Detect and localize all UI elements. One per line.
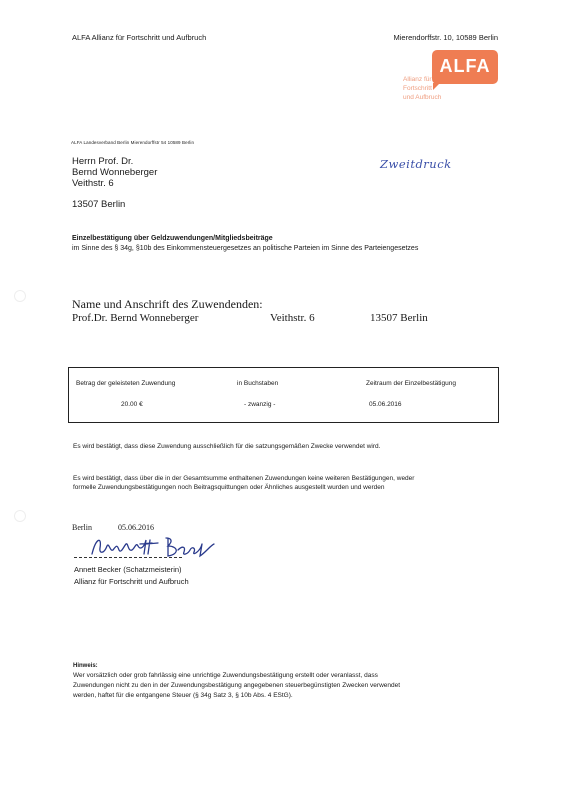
logo-tagline-line: Fortschritt <box>403 85 432 92</box>
alfa-logo-text: ALFA <box>439 56 491 76</box>
note-title: Hinweis: <box>73 663 98 669</box>
donor-heading: Name und Anschrift des Zuwendenden: <box>72 297 263 311</box>
note-line: Zuwendungen nicht zu den in der Zuwendungsbestätigung angegebenen steuerbegünstigten Zwecken verwendet <box>73 682 401 689</box>
alfa-logo <box>432 50 498 84</box>
table-header-period: Zeitraum der Einzelbestätigung <box>366 380 456 387</box>
confirmation-paragraph: Es wird bestätigt, dass diese Zuwendung ausschließlich für die satzungsgemäßen Zwecke verwendet wird. <box>73 443 381 450</box>
letterhead-address: Mierendorffstr. 10, 10589 Berlin <box>393 33 498 42</box>
sender-return-address: ALFA Landesverband Berlin Mierendorffstr 54 10589 Berlin <box>71 140 195 145</box>
logo-speech-tail <box>433 83 440 90</box>
recipient-street: Veithstr. 6 <box>72 178 114 189</box>
table-header-words: in Buchstaben <box>237 380 279 387</box>
signature-place: Berlin <box>72 523 92 532</box>
note-line: werden, haftet für die entgangene Steuer (§ 34g Satz 3, § 10b Abs. 4 EStG). <box>73 692 293 699</box>
donor-city: 13507 Berlin <box>370 312 428 324</box>
donor-street: Veithstr. 6 <box>270 312 315 324</box>
confirmation-paragraph-line: formelle Zuwendungsbestätigungen noch Beitragsquittungen oder Ähnliches ausgestellt wurden und werden <box>73 484 385 491</box>
note-line: Wer vorsätzlich oder grob fahrlässig eine unrichtige Zuwendungsbestätigung erstellt oder veranlasst, dass <box>73 672 378 679</box>
punch-hole-mark <box>14 510 26 522</box>
logo-tagline-line: und Aufbruch <box>403 94 442 101</box>
table-value-period: 05.06.2016 <box>369 401 402 408</box>
punch-hole-mark <box>14 290 26 302</box>
logo-tagline-line: Allianz für <box>403 76 432 83</box>
signer-organization: Allianz für Fortschritt und Aufbruch <box>74 577 189 586</box>
signature-date: 05.06.2016 <box>118 523 154 532</box>
donation-table <box>68 367 499 423</box>
table-header-amount: Betrag der geleisteten Zuwendung <box>76 380 176 387</box>
confirmation-paragraph-line: Es wird bestätigt, dass über die in der Gesamtsumme enthaltenen Zuwendungen keine weiteren Bestätigungen, weder <box>73 475 415 482</box>
table-value-words: - zwanzig - <box>244 401 276 408</box>
signer-name: Annett Becker (Schatzmeisterin) <box>74 565 182 574</box>
subject-title: Einzelbestätigung über Geldzuwendungen/Mitgliedsbeiträge <box>72 235 273 242</box>
handwritten-stamp: Zweitdruck <box>380 157 452 171</box>
recipient-salutation: Herrn Prof. Dr. <box>72 156 134 167</box>
letterhead-org-name: ALFA Allianz für Fortschritt und Aufbruch <box>72 33 207 42</box>
recipient-city: 13507 Berlin <box>72 199 126 210</box>
table-value-amount: 20.00 € <box>121 401 143 408</box>
recipient-name: Bernd Wonneberger <box>72 167 158 178</box>
donor-name: Prof.Dr. Bernd Wonneberger <box>72 312 199 324</box>
subject-line: im Sinne des § 34g, §10b des Einkommensteuergesetzes an politische Parteien im Sinne des Parteiengesetzes <box>72 245 419 252</box>
signature-line <box>74 557 182 558</box>
